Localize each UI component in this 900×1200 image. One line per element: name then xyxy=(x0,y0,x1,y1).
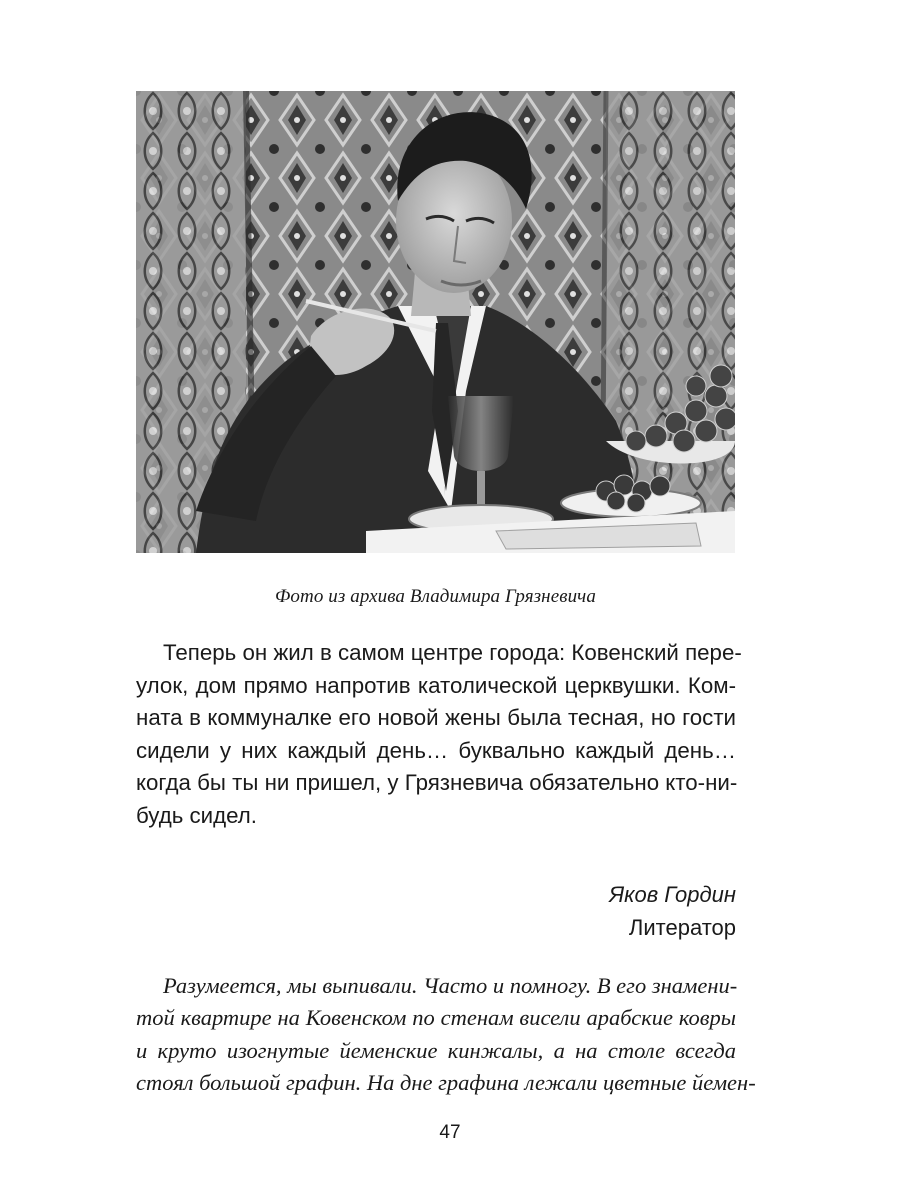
quote1-line: сидели у них каждый день… буквально каждый день… xyxy=(136,737,736,763)
quote1-line: Теперь он жил в самом центре города: Ковенский пере- xyxy=(163,640,742,665)
author-name: Яков Гордин xyxy=(609,882,736,907)
quote2-line: Разумеется, мы выпивали. Часто и помногу. В его знамени- xyxy=(163,973,738,998)
quote2-line: и круто изогнутые йеменские кинжалы, а на столе всегда xyxy=(136,1037,736,1063)
quote1-line: улок, дом прямо напротив католической церквушки. Ком- xyxy=(136,672,736,698)
quote-paragraph-1 xyxy=(136,637,742,833)
photo-caption: Фото из архива Владимира Грязневича xyxy=(275,586,596,607)
quote2-line: той квартире на Ковенском по стенам висели арабские ковры xyxy=(136,1005,736,1031)
author-attribution xyxy=(436,878,736,944)
quote1-line: будь сидел. xyxy=(136,802,257,828)
quote-paragraph-2 xyxy=(136,970,756,1100)
quote1-line: когда бы ты ни пришел, у Грязневича обязательно кто-ни- xyxy=(136,770,738,796)
quote1-line: ната в коммуналке его новой жены была тесная, но гости xyxy=(136,705,736,731)
author-role: Литератор xyxy=(628,915,736,940)
quote2-line: стоял большой графин. На дне графина лежали цветные йемен- xyxy=(136,1070,756,1096)
archive-photo xyxy=(136,91,735,553)
page-number: 47 xyxy=(439,1122,461,1143)
photo-illustration xyxy=(136,91,735,553)
